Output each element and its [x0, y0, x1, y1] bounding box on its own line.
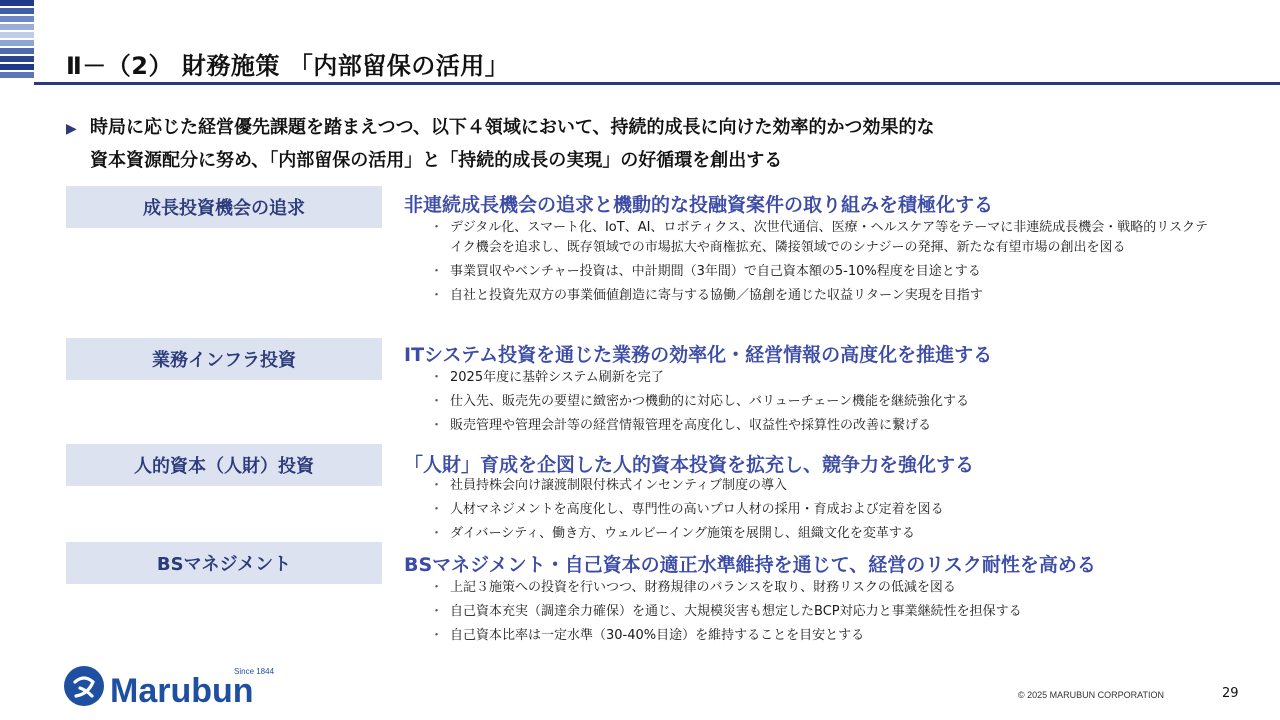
- list-item: ・ 自己資本充実（調達余力確保）を通じ、大規模災害も想定したBCP対応力と事業継続性を担保する: [428, 602, 1208, 622]
- bullet-list: [428, 218, 1208, 310]
- list-item: ・ デジタル化、スマート化、IoT、AI、ロボティクス、次世代通信、医療・ヘルスケア等をテーマに非連続成長機会・戦略的リスクテイク機会を追求し、既存領域での市場拡大や商権拡充、隣接領域でのシナジーの発揮、新たな有望市場の創出を図る: [430, 220, 1208, 255]
- bullet-dot-icon: ・: [430, 220, 444, 235]
- list-item: ・ 上記３施策への投資を行いつつ、財務規律のバランスを取り、財務リスクの低減を図る: [428, 578, 1208, 598]
- list-item: ・ 販売管理や管理会計等の経営情報管理を高度化し、収益性や採算性の改善に繋げる: [428, 416, 1208, 436]
- title-underline: [34, 82, 1280, 85]
- bullet-dot-icon: ・: [430, 264, 444, 279]
- section-label: 業務インフラ投資: [66, 338, 382, 380]
- intro-line-1: 時局に応じた経営優先課題を踏まえつつ、以下４領域において、持続的成長に向けた効率的かつ効果的な: [90, 117, 935, 138]
- bullet-list: [428, 476, 1208, 548]
- bullet-list: [428, 578, 1208, 650]
- bullet-dot-icon: ・: [430, 502, 444, 517]
- section-heading: 「人財」育成を企図した人的資本投資を拡充し、競争力を強化する: [404, 454, 975, 476]
- bullet-dot-icon: ・: [430, 628, 444, 643]
- section-heading: 非連続成長機会の追求と機動的な投融資案件の取り組みを積極化する: [404, 194, 994, 216]
- bullet-dot-icon: ・: [430, 604, 444, 619]
- list-item: ・ 仕入先、販売先の要望に緻密かつ機動的に対応し、バリューチェーン機能を継続強化する: [428, 392, 1208, 412]
- bullet-dot-icon: ・: [430, 526, 444, 541]
- logo-wordmark: Marubun: [110, 672, 254, 710]
- list-item: ・ 社員持株会向け譲渡制限付株式インセンティブ制度の導入: [428, 476, 1208, 496]
- marubun-logo: [62, 660, 292, 710]
- copyright-notice: © 2025 MARUBUN CORPORATION: [1018, 690, 1164, 700]
- bullet-dot-icon: ・: [430, 288, 444, 303]
- bullet-dot-icon: ・: [430, 478, 444, 493]
- page-title: Ⅱ－（2） 財務施策 「内部留保の活用」: [66, 52, 510, 80]
- list-item: ・ 自社と投資先双方の事業価値創造に寄与する協働／協創を通じた収益リターン実現を目指す: [428, 286, 1208, 306]
- page-number: 29: [1222, 686, 1239, 701]
- section-heading: BSマネジメント・自己資本の適正水準維持を通じて、経営のリスク耐性を高める: [404, 554, 1096, 576]
- list-item: ・ 人材マネジメントを高度化し、専門性の高いプロ人材の採用・育成および定着を図る: [428, 500, 1208, 520]
- list-item: ・ 事業買収やベンチャー投資は、中計期間（3年間）で自己資本額の5-10%程度を目途とする: [428, 262, 1208, 282]
- intro-line-2: 資本資源配分に努め、「内部留保の活用」と「持続的成長の実現」の好循環を創出する: [90, 150, 783, 171]
- section-label: BSマネジメント: [66, 542, 382, 584]
- bullet-dot-icon: ・: [430, 580, 444, 595]
- list-item: ・ 2025年度に基幹システム刷新を完了: [428, 368, 1208, 388]
- section-label: 人的資本（人財）投資: [66, 444, 382, 486]
- bullet-dot-icon: ・: [430, 418, 444, 433]
- intro-statement: [66, 112, 1216, 177]
- bullet-list: [428, 368, 1208, 440]
- logo-since: Since 1844: [234, 667, 275, 676]
- logo-circle-icon: [64, 666, 104, 706]
- list-item: ・ 自己資本比率は一定水準（30-40%目途）を維持することを目安とする: [428, 626, 1208, 646]
- decorative-stripes: [0, 0, 34, 82]
- bullet-dot-icon: ・: [430, 370, 444, 385]
- section-label: 成長投資機会の追求: [66, 186, 382, 228]
- bullet-dot-icon: ・: [430, 394, 444, 409]
- list-item: ・ ダイバーシティ、働き方、ウェルビーイング施策を展開し、組織文化を変革する: [428, 524, 1208, 544]
- triangle-bullet-icon: ▶: [66, 121, 77, 137]
- section-heading: ITシステム投資を通じた業務の効率化・経営情報の高度化を推進する: [404, 344, 993, 366]
